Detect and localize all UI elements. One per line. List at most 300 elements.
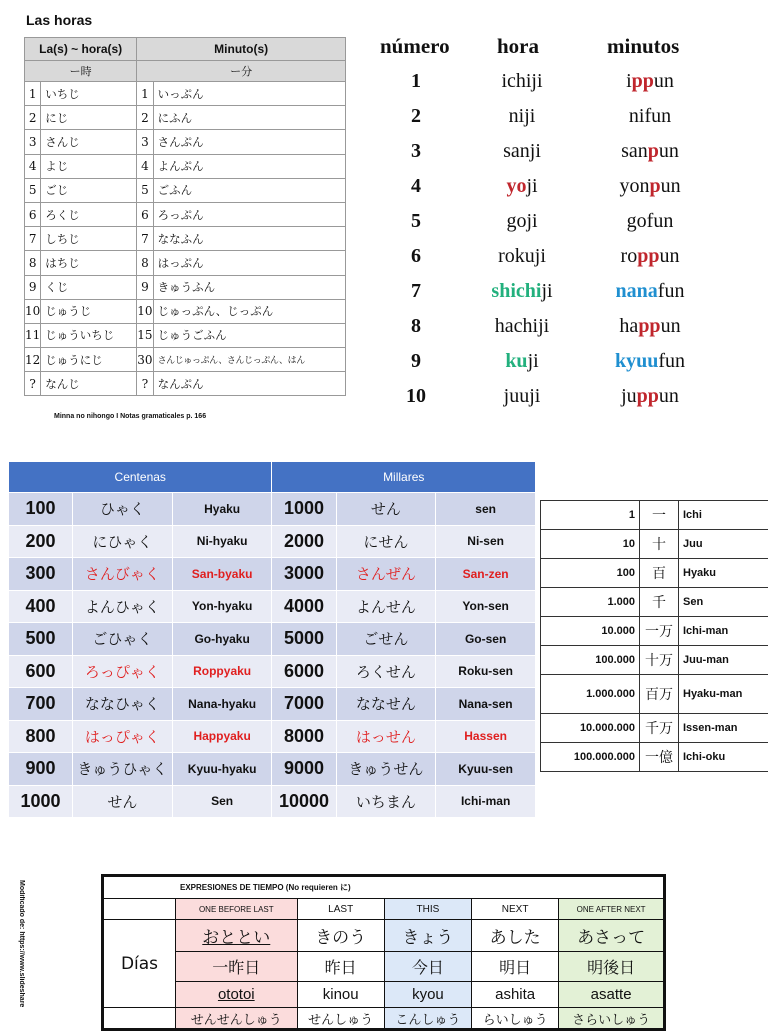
expression-partial: らいしゅう (472, 1008, 559, 1030)
expressions-corner (103, 899, 176, 920)
expressions-partial-row (103, 1008, 665, 1030)
centena-kana: にひゃく (73, 525, 173, 558)
table-row (541, 530, 768, 559)
millar-romaji: Ni-sen (436, 525, 536, 558)
kanji-number-value: 100 (541, 559, 640, 588)
table-row (541, 501, 768, 530)
table-row (9, 525, 536, 558)
table-row (9, 493, 536, 526)
table-row (541, 617, 768, 646)
romaji-minuto (592, 350, 708, 373)
expression-kana: おととい (176, 920, 298, 952)
hora-number: 2 (25, 106, 41, 130)
header-millares: Millares (272, 462, 536, 493)
minuto-kana: なんぷん (153, 372, 345, 396)
millar-romaji: Yon-sen (436, 590, 536, 623)
expressions-header: NEXT (472, 899, 559, 920)
table-row (25, 202, 346, 226)
centena-romaji: Sen (172, 785, 272, 818)
kanji-number-kanji: 一万 (640, 617, 679, 646)
millar-kana: ななせん (336, 688, 436, 721)
kanji-number-kanji: 一億 (640, 743, 679, 772)
table-row (25, 372, 346, 396)
romaji-segment: un (659, 245, 679, 267)
expression-kanji: 一昨日 (176, 952, 298, 982)
minuto-number: 2 (137, 106, 153, 130)
minuto-number: 3 (137, 130, 153, 154)
kanji-number-romaji: Juu (679, 530, 768, 559)
romaji-minuto (592, 140, 708, 163)
kanji-number-kanji: 千万 (640, 714, 679, 743)
romaji-hora (478, 280, 566, 303)
table-row (25, 106, 346, 130)
romaji-segment: un (659, 385, 679, 407)
romaji-minuto (592, 210, 708, 233)
kanji-number-romaji: Ichi-man (679, 617, 768, 646)
millar-kana: いちまん (336, 785, 436, 818)
hora-kana: ろくじ (41, 202, 137, 226)
hora-number: 9 (25, 275, 41, 299)
centena-romaji: Ni-hyaku (172, 525, 272, 558)
expressions-header: ONE AFTER NEXT (559, 899, 665, 920)
expressions-romaji-row (103, 982, 665, 1008)
header-hora: La(s) ~ hora(s) (25, 38, 137, 61)
hora-kana: いちじ (41, 82, 137, 106)
expression-partial: さらいしゅう (559, 1008, 665, 1030)
minuto-number: 8 (137, 251, 153, 275)
centena-kana: ろっぴゃく (73, 655, 173, 688)
romaji-number: 5 (404, 210, 428, 233)
romaji-segment: pp (638, 315, 660, 337)
table-row (25, 275, 346, 299)
expression-kanji: 昨日 (297, 952, 384, 982)
romaji-segment: nana (616, 280, 658, 302)
expression-kana: あした (472, 920, 559, 952)
row-label-dias: Días (103, 920, 176, 1008)
kanji-number-romaji: Ichi (679, 501, 768, 530)
romaji-segment: pp (637, 385, 659, 407)
romaji-hora (478, 70, 566, 93)
romaji-row (360, 315, 720, 350)
centena-kana: さんびゃく (73, 558, 173, 591)
romaji-segment: hachiji (495, 315, 549, 337)
minuto-kana: じゅっぷん、じっぷん (153, 299, 345, 323)
hora-kana: よじ (41, 154, 137, 178)
centena-value: 1000 (9, 785, 73, 818)
romaji-segment: pp (632, 70, 654, 92)
kanji-number-value: 1 (541, 501, 640, 530)
millar-value: 9000 (272, 753, 336, 786)
centena-value: 800 (9, 720, 73, 753)
hora-number: 5 (25, 178, 41, 202)
millar-value: 1000 (272, 493, 336, 526)
hora-number: 4 (25, 154, 41, 178)
hora-kana: しちじ (41, 227, 137, 251)
hora-number: 6 (25, 202, 41, 226)
kanji-number-kanji: 百 (640, 559, 679, 588)
expression-partial: こんしゅう (384, 1008, 471, 1030)
romaji-segment: ku (505, 350, 527, 372)
minuto-kana: ごふん (153, 178, 345, 202)
millar-value: 2000 (272, 525, 336, 558)
hora-kana: ごじ (41, 178, 137, 202)
millar-kana: ろくせん (336, 655, 436, 688)
minuto-number: 4 (137, 154, 153, 178)
table-row (9, 720, 536, 753)
romaji-segment: san (621, 140, 648, 162)
romaji-segment: i (626, 70, 632, 92)
millar-value: 8000 (272, 720, 336, 753)
romaji-segment: rokuji (498, 245, 546, 267)
centena-romaji: Happyaku (172, 720, 272, 753)
romaji-segment: niji (509, 105, 536, 127)
romaji-segment: yo (506, 175, 526, 197)
page-title: Las horas (26, 12, 92, 28)
header-hora-kanji: ー時 (25, 61, 137, 82)
romaji-hora (478, 175, 566, 198)
romaji-number: 3 (404, 140, 428, 163)
romaji-minuto (592, 385, 708, 408)
table-row (25, 251, 346, 275)
centena-kana: ひゃく (73, 493, 173, 526)
table-row (25, 299, 346, 323)
header-numero: número (380, 34, 450, 59)
minuto-kana: じゅうごふん (153, 323, 345, 347)
hora-kana: じゅうじ (41, 299, 137, 323)
millar-value: 10000 (272, 785, 336, 818)
header-minuto-kanji: ー分 (137, 61, 346, 82)
hora-kana: にじ (41, 106, 137, 130)
minuto-number: 9 (137, 275, 153, 299)
centena-kana: はっぴゃく (73, 720, 173, 753)
romaji-segment: ji (528, 350, 539, 372)
table-row (25, 82, 346, 106)
romaji-segment: ju (621, 385, 637, 407)
romaji-hora (478, 105, 566, 128)
horas-table (24, 37, 346, 396)
table-row (541, 675, 768, 714)
kanji-number-kanji: 十 (640, 530, 679, 559)
centena-value: 100 (9, 493, 73, 526)
table-row (25, 178, 346, 202)
table-row (9, 688, 536, 721)
kanji-number-romaji: Ichi-oku (679, 743, 768, 772)
hora-kana: じゅういちじ (41, 323, 137, 347)
kanji-number-value: 1.000.000 (541, 675, 640, 714)
hora-kana: なんじ (41, 372, 137, 396)
romaji-hora (478, 245, 566, 268)
romaji-row (360, 175, 720, 210)
millar-kana: はっせん (336, 720, 436, 753)
numbers-body (9, 493, 536, 818)
centena-romaji: San-byaku (172, 558, 272, 591)
centena-romaji: Go-hyaku (172, 623, 272, 656)
romaji-segment: nifun (629, 105, 671, 127)
romaji-number: 6 (404, 245, 428, 268)
romaji-minuto (592, 315, 708, 338)
romaji-hora (478, 315, 566, 338)
table-row (25, 348, 346, 372)
minuto-number: 15 (137, 323, 153, 347)
expressions-blank (103, 1008, 176, 1030)
header-minutos-romaji: minutos (607, 34, 679, 59)
centena-romaji: Hyaku (172, 493, 272, 526)
hora-number: 7 (25, 227, 41, 251)
expressions-header: ONE BEFORE LAST (176, 899, 298, 920)
expression-partial: せんしゅう (297, 1008, 384, 1030)
kanji-number-kanji: 一 (640, 501, 679, 530)
romaji-number: 8 (404, 315, 428, 338)
romaji-row (360, 210, 720, 245)
centena-value: 200 (9, 525, 73, 558)
table-row (541, 588, 768, 617)
romaji-row (360, 350, 720, 385)
centena-value: 600 (9, 655, 73, 688)
romaji-segment: yon (619, 175, 649, 197)
millar-romaji: Go-sen (436, 623, 536, 656)
table-row (541, 714, 768, 743)
minuto-kana: さんじゅっぷん、さんじっぷん、はん (153, 348, 345, 372)
minuto-number: 7 (137, 227, 153, 251)
centena-value: 700 (9, 688, 73, 721)
table-row (9, 558, 536, 591)
expression-kana: きのう (297, 920, 384, 952)
numbers-table (8, 461, 536, 818)
kanji-number-value: 100.000 (541, 646, 640, 675)
minuto-kana: さんぷん (153, 130, 345, 154)
millar-kana: さんぜん (336, 558, 436, 591)
millar-value: 4000 (272, 590, 336, 623)
kanji-number-romaji: Issen-man (679, 714, 768, 743)
millar-romaji: Hassen (436, 720, 536, 753)
romaji-row (360, 140, 720, 175)
romaji-row (360, 70, 720, 105)
horas-body (25, 82, 346, 396)
expression-romaji: ototoi (176, 982, 298, 1008)
expression-kanji: 明後日 (559, 952, 665, 982)
minuto-number: 10 (137, 299, 153, 323)
expressions-table (101, 874, 666, 1031)
source-side-note: Modificado de: https://www.slideshare (13, 880, 25, 1024)
hora-kana: じゅうにじ (41, 348, 137, 372)
expression-romaji: ashita (472, 982, 559, 1008)
centena-value: 400 (9, 590, 73, 623)
millar-kana: せん (336, 493, 436, 526)
centena-kana: ななひゃく (73, 688, 173, 721)
romaji-segment: pp (637, 245, 659, 267)
romaji-segment: gofun (627, 210, 674, 232)
table-row (9, 753, 536, 786)
millar-romaji: Kyuu-sen (436, 753, 536, 786)
hora-number: 1 (25, 82, 41, 106)
romaji-segment: shichi (491, 280, 541, 302)
table-row (9, 623, 536, 656)
romaji-hora (478, 210, 566, 233)
romaji-segment: juuji (504, 385, 541, 407)
centena-romaji: Roppyaku (172, 655, 272, 688)
centena-kana: よんひゃく (73, 590, 173, 623)
expressions-kana-row (103, 920, 665, 952)
romaji-segment: ha (619, 315, 638, 337)
romaji-segment: p (649, 175, 660, 197)
romaji-segment: kyuu (615, 350, 658, 372)
kanji-number-value: 10.000 (541, 617, 640, 646)
expression-romaji: kyou (384, 982, 471, 1008)
centena-value: 300 (9, 558, 73, 591)
millar-kana: にせん (336, 525, 436, 558)
romaji-row (360, 280, 720, 315)
romaji-row (360, 385, 720, 420)
romaji-segment: p (648, 140, 659, 162)
minuto-number: 1 (137, 82, 153, 106)
kanji-number-value: 10.000.000 (541, 714, 640, 743)
centena-kana: ごひゃく (73, 623, 173, 656)
hora-number: 3 (25, 130, 41, 154)
minuto-kana: いっぷん (153, 82, 345, 106)
romaji-minuto (592, 105, 708, 128)
minuto-kana: きゅうふん (153, 275, 345, 299)
romaji-number: 10 (404, 385, 428, 408)
expression-romaji: kinou (297, 982, 384, 1008)
kanji-numbers-body (541, 501, 768, 772)
kanji-number-romaji: Hyaku (679, 559, 768, 588)
minuto-number: 5 (137, 178, 153, 202)
millar-kana: きゅうせん (336, 753, 436, 786)
kanji-number-romaji: Juu-man (679, 646, 768, 675)
hora-number: ? (25, 372, 41, 396)
romaji-segment: un (654, 70, 674, 92)
minuto-kana: ろっぷん (153, 202, 345, 226)
expressions-header-row (103, 899, 665, 920)
millar-value: 3000 (272, 558, 336, 591)
centena-romaji: Nana-hyaku (172, 688, 272, 721)
romaji-number: 7 (404, 280, 428, 303)
expressions-title: EXPRESIONES DE TIEMPO (No requieren に) (103, 876, 665, 899)
romaji-segment: ro (621, 245, 638, 267)
millar-romaji: Ichi-man (436, 785, 536, 818)
source-note: Minna no nihongo I Notas gramaticales p. 166 (54, 413, 206, 420)
table-row (25, 154, 346, 178)
hora-kana: はちじ (41, 251, 137, 275)
millar-kana: よんせん (336, 590, 436, 623)
table-row (25, 130, 346, 154)
table-row (541, 559, 768, 588)
kanji-number-kanji: 百万 (640, 675, 679, 714)
romaji-row (360, 245, 720, 280)
table-row (9, 655, 536, 688)
expression-partial: せんせんしゅう (176, 1008, 298, 1030)
romaji-minuto (592, 245, 708, 268)
expressions-kanji-row (103, 952, 665, 982)
expressions-header: LAST (297, 899, 384, 920)
romaji-minuto (592, 280, 708, 303)
table-row (9, 785, 536, 818)
centena-value: 500 (9, 623, 73, 656)
kanji-number-value: 100.000.000 (541, 743, 640, 772)
hora-kana: さんじ (41, 130, 137, 154)
romaji-number: 2 (404, 105, 428, 128)
romaji-segment: goji (506, 210, 537, 232)
romaji-segment: ji (526, 175, 537, 197)
table-row (25, 227, 346, 251)
minuto-number: 30 (137, 348, 153, 372)
hora-number: 8 (25, 251, 41, 275)
romaji-hora (478, 140, 566, 163)
kanji-numbers-table (540, 500, 768, 772)
header-minuto: Minuto(s) (137, 38, 346, 61)
hora-number: 10 (25, 299, 41, 323)
minuto-kana: はっぷん (153, 251, 345, 275)
romaji-row (360, 105, 720, 140)
expression-kanji: 明日 (472, 952, 559, 982)
expression-kana: あさって (559, 920, 665, 952)
millar-value: 7000 (272, 688, 336, 721)
romaji-number: 9 (404, 350, 428, 373)
romaji-minuto (592, 70, 708, 93)
kanji-number-value: 10 (541, 530, 640, 559)
table-row (9, 590, 536, 623)
centena-romaji: Yon-hyaku (172, 590, 272, 623)
minuto-kana: にふん (153, 106, 345, 130)
millar-value: 6000 (272, 655, 336, 688)
centena-value: 900 (9, 753, 73, 786)
romaji-number: 1 (404, 70, 428, 93)
hora-number: 12 (25, 348, 41, 372)
centena-kana: せん (73, 785, 173, 818)
romaji-segment: fun (658, 350, 685, 372)
kanji-number-kanji: 千 (640, 588, 679, 617)
centena-romaji: Kyuu-hyaku (172, 753, 272, 786)
romaji-hora (478, 350, 566, 373)
minuto-kana: ななふん (153, 227, 345, 251)
millar-value: 5000 (272, 623, 336, 656)
millar-romaji: Roku-sen (436, 655, 536, 688)
romaji-hora (478, 385, 566, 408)
romaji-segment: ichiji (501, 70, 542, 92)
romaji-segment: ji (541, 280, 552, 302)
expression-romaji: asatte (559, 982, 665, 1008)
expression-kana: きょう (384, 920, 471, 952)
romaji-segment: un (661, 315, 681, 337)
kanji-number-romaji: Sen (679, 588, 768, 617)
romaji-segment: fun (658, 280, 685, 302)
table-row (541, 646, 768, 675)
minuto-number: ? (137, 372, 153, 396)
millar-romaji: sen (436, 493, 536, 526)
millar-kana: ごせん (336, 623, 436, 656)
romaji-segment: sanji (503, 140, 541, 162)
romaji-segment: un (661, 175, 681, 197)
header-hora-romaji: hora (497, 34, 539, 59)
kanji-number-value: 1.000 (541, 588, 640, 617)
romaji-minuto (592, 175, 708, 198)
expression-kanji: 今日 (384, 952, 471, 982)
hora-kana: くじ (41, 275, 137, 299)
millar-romaji: San-zen (436, 558, 536, 591)
romaji-number: 4 (404, 175, 428, 198)
kanji-number-kanji: 十万 (640, 646, 679, 675)
hora-number: 11 (25, 323, 41, 347)
expressions-header: THIS (384, 899, 471, 920)
table-row (25, 323, 346, 347)
minuto-kana: よんぷん (153, 154, 345, 178)
centena-kana: きゅうひゃく (73, 753, 173, 786)
romaji-segment: un (659, 140, 679, 162)
minuto-number: 6 (137, 202, 153, 226)
kanji-number-romaji: Hyaku-man (679, 675, 768, 714)
millar-romaji: Nana-sen (436, 688, 536, 721)
table-row (541, 743, 768, 772)
